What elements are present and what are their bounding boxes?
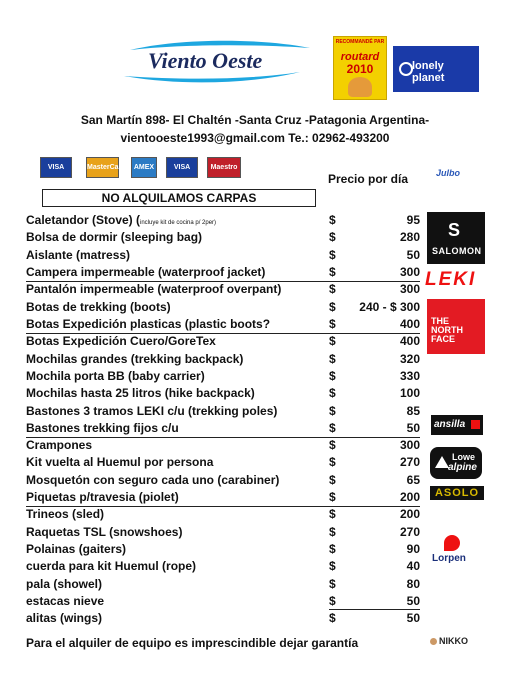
item-name: cuerda para kit Huemul (rope) bbox=[26, 559, 197, 574]
lorpen-mark-icon bbox=[444, 535, 460, 551]
table-row bbox=[26, 403, 420, 420]
table-row bbox=[26, 247, 420, 264]
lorpen-logo: Lorpen bbox=[430, 535, 478, 569]
price-value: 320 bbox=[399, 351, 420, 366]
price-value: 200 bbox=[399, 507, 420, 522]
price-value: 270 bbox=[399, 524, 420, 539]
price-value: 95 bbox=[406, 213, 420, 227]
price-value: 300 bbox=[399, 264, 420, 279]
lowe-alpine-logo: Lowe alpine bbox=[430, 447, 482, 479]
brand-name: Viento Oeste bbox=[148, 48, 263, 73]
salomon-logo: S SALOMON bbox=[427, 212, 485, 264]
currency-symbol: $ bbox=[329, 559, 336, 574]
item-name: Bastones trekking fijos c/u bbox=[26, 420, 179, 435]
ansilla-logo: ansilla bbox=[431, 415, 483, 435]
currency-symbol: $ bbox=[329, 576, 336, 591]
table-row bbox=[26, 281, 420, 298]
item-name: Mochilas grandes (trekking backpack) bbox=[26, 351, 244, 366]
price-value: 80 bbox=[406, 576, 420, 591]
currency-symbol: $ bbox=[329, 490, 336, 505]
table-row bbox=[26, 472, 420, 489]
table-row bbox=[26, 576, 420, 593]
lonely-planet-ring-icon bbox=[399, 62, 413, 76]
currency-symbol: $ bbox=[329, 542, 336, 557]
price-value: 40 bbox=[406, 559, 420, 574]
currency-symbol: $ bbox=[329, 472, 336, 487]
item-name: Botas Expedición Cuero/GoreTex bbox=[26, 334, 216, 349]
table-row bbox=[26, 437, 420, 454]
table-row bbox=[26, 506, 420, 523]
nikko-dot-icon bbox=[430, 638, 437, 645]
table-row bbox=[26, 489, 420, 507]
traveler-figure-icon bbox=[348, 77, 372, 97]
currency-symbol: $ bbox=[329, 611, 336, 626]
guarantee-note: Para el alquiler de equipo es imprescindible dejar garantía bbox=[26, 636, 359, 650]
item-name: Bastones 3 tramos LEKI c/u (trekking poles) bbox=[26, 403, 278, 418]
item-note: incluye kit de cocina p/ 2per) bbox=[140, 220, 217, 226]
currency-symbol: $ bbox=[329, 316, 336, 331]
item-name: Botas Expedición plasticas (plastic boots? bbox=[26, 316, 271, 331]
currency-symbol: $ bbox=[329, 455, 336, 470]
table-row bbox=[26, 316, 420, 334]
table-row bbox=[26, 420, 420, 438]
payment-card: MasterCard bbox=[86, 157, 119, 178]
table-row bbox=[26, 524, 420, 541]
price-value: 50 bbox=[406, 611, 420, 626]
table-row bbox=[26, 212, 420, 229]
leki-logo: LEKI bbox=[425, 269, 477, 290]
routard-badge: RECOMMANDÉ PAR routard 2010 bbox=[333, 36, 387, 100]
table-row bbox=[26, 299, 420, 316]
table-row bbox=[26, 368, 420, 385]
item-name: Botas de trekking (boots) bbox=[26, 299, 171, 314]
viento-oeste-logo bbox=[120, 36, 315, 84]
price-value: 50 bbox=[406, 247, 420, 262]
notice-no-tents: NO ALQUILAMOS CARPAS bbox=[42, 189, 316, 207]
item-name: Pantalón impermeable (waterproof overpant) bbox=[26, 282, 282, 297]
item-name: Aislante (matress) bbox=[26, 247, 131, 262]
price-value: 400 bbox=[399, 316, 420, 331]
table-row bbox=[26, 229, 420, 246]
lonely-planet-logo: lonely planet bbox=[393, 46, 479, 92]
table-row bbox=[26, 351, 420, 368]
item-name: Trineos (sled) bbox=[26, 507, 105, 522]
payment-card: VISA Electron bbox=[166, 157, 198, 178]
price-value: 65 bbox=[406, 472, 420, 487]
table-row bbox=[26, 541, 420, 558]
address-line: San Martín 898- El Chaltén -Santa Cruz -Patagonia Argentina- bbox=[80, 113, 430, 127]
price-value: 50 bbox=[406, 420, 420, 435]
currency-symbol: $ bbox=[329, 264, 336, 279]
price-column-header: Precio por día bbox=[328, 172, 409, 186]
ansilla-mark-icon bbox=[471, 420, 480, 429]
price-value: 280 bbox=[399, 230, 420, 245]
price-value: 200 bbox=[399, 490, 420, 505]
currency-symbol: $ bbox=[329, 247, 336, 262]
item-name: Polainas (gaiters) bbox=[26, 542, 127, 557]
price-value: 300 bbox=[399, 438, 420, 453]
item-name: Raquetas TSL (snowshoes) bbox=[26, 524, 183, 539]
item-name: estacas nieve bbox=[26, 594, 105, 609]
item-name: Bolsa de dormir (sleeping bag) bbox=[26, 230, 203, 245]
currency-symbol: $ bbox=[329, 299, 336, 314]
item-name: Caletandor (Stove) (incluye kit de cocina p/ 2per) bbox=[26, 213, 217, 227]
table-row bbox=[26, 264, 420, 282]
currency-symbol: $ bbox=[329, 594, 336, 609]
payment-card: AMEX bbox=[131, 157, 157, 178]
currency-symbol: $ bbox=[329, 438, 336, 453]
price-value: 400 bbox=[399, 334, 420, 349]
item-name: alitas (wings) bbox=[26, 611, 103, 626]
currency-symbol: $ bbox=[329, 230, 336, 245]
nikko-logo: NIKKO bbox=[430, 636, 468, 646]
item-name: Mochila porta BB (baby carrier) bbox=[26, 368, 205, 383]
item-name: Piquetas p/travesia (piolet) bbox=[26, 490, 179, 505]
price-value: 50 bbox=[406, 594, 420, 609]
currency-symbol: $ bbox=[329, 334, 336, 349]
table-row bbox=[26, 385, 420, 402]
table-row bbox=[26, 454, 420, 471]
item-name: Crampones bbox=[26, 438, 93, 453]
currency-symbol: $ bbox=[329, 524, 336, 539]
price-value: 85 bbox=[406, 403, 420, 418]
item-name: Campera impermeable (waterproof jacket) bbox=[26, 264, 266, 279]
table-row bbox=[26, 593, 420, 610]
the-north-face-logo: THE NORTH FACE bbox=[427, 299, 485, 354]
mountain-icon bbox=[435, 456, 449, 468]
item-name: Mosquetón con seguro cada uno (carabiner) bbox=[26, 472, 280, 487]
price-value: 300 bbox=[399, 282, 420, 297]
item-name: pala (showel) bbox=[26, 576, 103, 591]
price-value: 90 bbox=[406, 542, 420, 557]
currency-symbol: $ bbox=[329, 507, 336, 522]
price-value: 330 bbox=[399, 368, 420, 383]
item-name: Kit vuelta al Huemul por persona bbox=[26, 455, 214, 470]
price-value: 270 bbox=[399, 455, 420, 470]
currency-symbol: $ bbox=[329, 368, 336, 383]
salomon-s-icon: S bbox=[448, 220, 461, 240]
table-row bbox=[26, 333, 420, 350]
currency-symbol: $ bbox=[329, 282, 336, 297]
contact-line: vientooeste1993@gmail.com Te.: 02962-493200 bbox=[120, 131, 390, 145]
currency-symbol: $ bbox=[329, 420, 336, 435]
table-row bbox=[26, 558, 420, 575]
asolo-logo: ASOLO bbox=[430, 486, 484, 500]
payment-card: Maestro bbox=[207, 157, 241, 178]
julbo-logo: Julbo bbox=[436, 168, 460, 178]
currency-symbol: $ bbox=[329, 351, 336, 366]
price-value: 240 - $ 300 bbox=[359, 299, 420, 314]
item-name: Mochilas hasta 25 litros (hike backpack) bbox=[26, 386, 255, 401]
currency-symbol: $ bbox=[329, 213, 336, 227]
currency-symbol: $ bbox=[329, 386, 336, 401]
currency-symbol: $ bbox=[329, 403, 336, 418]
payment-card: VISA bbox=[40, 157, 72, 178]
price-value: 100 bbox=[399, 386, 420, 401]
table-row bbox=[26, 610, 420, 627]
